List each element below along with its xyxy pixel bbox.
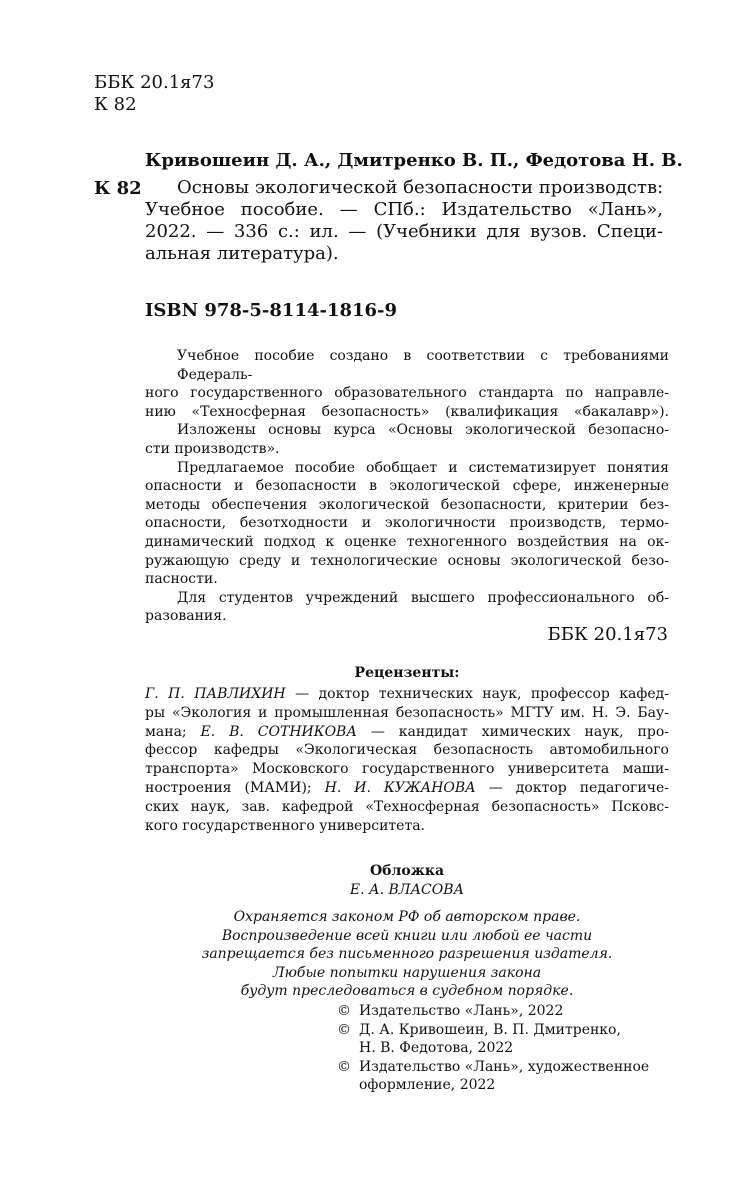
annotation-line: Учебное пособие создано в соответствии с требованиями Федераль- — [177, 348, 669, 383]
reviewer-line — [145, 704, 669, 723]
title-line: Учебное пособие. — СПб.: Издательство «Лань», — [145, 199, 663, 220]
bbk-code-bottom: ББК 20.1я73 — [547, 624, 668, 645]
reviewer-text: мана; — [145, 723, 201, 740]
reviewer-text: — доктор педагогиче- — [475, 779, 669, 796]
copyright-text: Д. А. Кривошеин, В. П. Дмитренко, — [359, 1021, 621, 1038]
author-mark: К 82 — [94, 178, 142, 199]
reviewer-name: Е. В. СОТНИКОВА — [200, 723, 357, 740]
annotation-line: ружающую среду и технологические основы экологической безо- — [145, 552, 669, 569]
cover-designer: Е. А. ВЛАСОВА — [349, 881, 465, 898]
annotation-line: опасности, безотходности и экологичности производств, термо- — [145, 515, 669, 532]
reviewer-text: — доктор технических наук, профессор кафед- — [285, 686, 669, 702]
copyright-symbol: © — [337, 1003, 351, 1019]
annotation-line: ного государственного образовательного стандарта по направле- — [145, 385, 669, 402]
reviewer-line — [145, 723, 669, 742]
annotation — [145, 347, 669, 626]
reviewer-line — [145, 685, 669, 704]
copyright-text: Издательство «Лань», 2022 — [359, 1003, 564, 1019]
reviewer-name: Н. И. КУЖАНОВА — [324, 779, 476, 796]
annotation-line: пасности. — [145, 571, 218, 588]
reviewer-text: фессор кафедры «Экологическая безопасность автомобильного — [145, 742, 669, 759]
reviewer-line — [145, 741, 669, 760]
annotation-line: Предлагаемое пособие обобщает и систематизирует понятия — [177, 459, 669, 476]
bbk-code-top: ББК 20.1я73 — [94, 72, 215, 93]
copyright-list — [337, 1002, 677, 1095]
annotation-line: динамический подход к оценке техногенного воздействия на ок- — [145, 533, 669, 550]
reviewer-line — [145, 779, 669, 798]
annotation-line: сти производств». — [145, 440, 280, 457]
copyright-item — [337, 1021, 677, 1058]
copyright-item — [337, 1002, 677, 1021]
reviewer-text: — кандидат химических наук, про- — [356, 723, 669, 740]
copyright-notice — [145, 908, 669, 1001]
annotation-line: разования. — [145, 608, 227, 625]
notice-line: Любые попытки нарушения закона — [272, 964, 542, 981]
isbn: ISBN 978-5-8114-1816-9 — [145, 300, 398, 321]
notice-line: будут преследоваться в судебном порядке. — [240, 983, 574, 1000]
reviewer-line — [145, 760, 669, 779]
copyright-text: Издательство «Лань», художественное — [359, 1058, 650, 1075]
reviewers-heading: Рецензенты: — [354, 665, 460, 681]
annotation-line: нию «Техносферная безопасность» (квалификация «бакалавр»). — [145, 403, 669, 420]
title-line: альная литература). — [145, 243, 339, 264]
annotation-line: Изложены основы курса «Основы экологической безопасно- — [177, 422, 669, 439]
title-line: 2022. — 336 с.: ил. — (Учебники для вузов. Специ- — [145, 221, 663, 242]
copyright-symbol: © — [337, 1021, 351, 1038]
reviewer-text: ностроения (МАМИ); — [145, 779, 325, 796]
bbk-header — [94, 72, 214, 116]
reviewer-line — [145, 798, 669, 817]
notice-line: Охраняется законом РФ об авторском праве. — [233, 909, 581, 925]
reviewer-line — [145, 817, 669, 836]
cover-credit — [145, 862, 669, 899]
copyright-text: оформление, 2022 — [359, 1077, 496, 1094]
copyright-symbol: © — [337, 1058, 351, 1075]
title-block — [145, 177, 663, 265]
annotation-line: методы обеспечения экологической безопасности, критерии без- — [145, 496, 669, 513]
copyright-item — [337, 1058, 677, 1095]
copyright-text: Н. В. Федотова, 2022 — [359, 1040, 514, 1057]
cover-heading: Обложка — [369, 863, 445, 879]
title-line: Основы экологической безопасности производств: — [177, 177, 664, 198]
reviewer-text: кого государственного университета. — [145, 817, 425, 834]
annotation-line: Для студентов учреждений высшего профессионального об- — [177, 589, 669, 606]
notice-line: запрещается без письменного разрешения издателя. — [201, 946, 613, 963]
reviewers-block — [145, 685, 669, 835]
reviewer-name: Г. П. ПАВЛИХИН — [145, 686, 286, 702]
annotation-line: опасности и безопасности в экологической сфере, инженерные — [145, 478, 669, 495]
authors-line: Кривошеин Д. А., Дмитренко В. П., Федотова Н. В. — [145, 150, 683, 171]
reviewer-text: ры «Экология и промышленная безопасность» МГТУ им. Н. Э. Бау- — [145, 704, 669, 721]
notice-line: Воспроизведение всей книги или любой ее части — [221, 927, 593, 944]
reviewer-text: ских наук, зав. кафедрой «Техносферная безопасность» Псковс- — [145, 798, 669, 815]
author-mark-top: К 82 — [94, 94, 137, 115]
reviewer-text: транспорта» Московского государственного университета маши- — [145, 761, 669, 778]
